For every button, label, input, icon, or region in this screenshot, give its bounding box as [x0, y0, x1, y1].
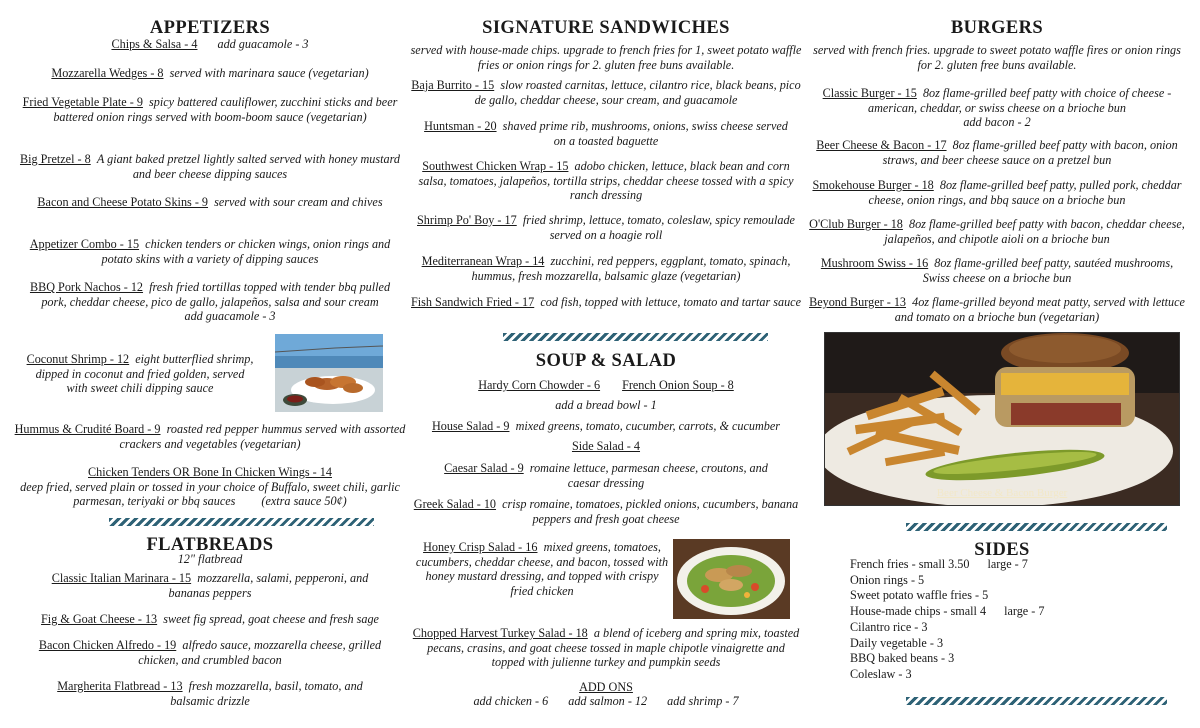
menu-item-mushroom-swiss — [806, 256, 1188, 285]
menu-item-classic-burger — [806, 86, 1188, 130]
side-item: BBQ baked beans - 3 — [850, 651, 955, 666]
onion-soup-name: French Onion Soup - 8 — [622, 378, 734, 392]
sides-heading: SIDES — [974, 540, 1030, 560]
item-desc: sweet fig spread, goat cheese and fresh sage — [163, 612, 379, 626]
sides-list — [850, 557, 1044, 683]
item-desc: served with marinara sauce (vegetarian) — [169, 66, 369, 80]
item-name: Fish Sandwich Fried - 17 — [411, 295, 535, 309]
item-desc: mixed greens, tomatoes, cucumbers, cheddar cheese, and bacon, tossed with honey mustard dressing, and topped with crispy fried chicken — [415, 540, 669, 598]
item-desc: alfredo sauce, mozzarella cheese, grilled chicken, and crumbled bacon — [138, 638, 382, 667]
addon-chicken: add chicken - 6 — [473, 694, 549, 708]
side-item: Cilantro rice - 3 — [850, 619, 928, 634]
item-name: Side Salad - 4 — [571, 439, 641, 453]
menu-item-shrimp-poboy — [410, 213, 802, 242]
item-desc: 8oz flame-grilled beef patty with choice of cheese - american, cheddar, or swiss cheese on a brioche bun — [868, 86, 1172, 115]
item-desc: 4oz flame-grilled beyond meat patty, served with lettuce and tomato on a brioche bun (vegetarian) — [894, 295, 1185, 324]
side-item-chips — [850, 604, 1044, 620]
item-desc: adobo chicken, lettuce, black bean and corn salsa, tomatoes, jalapeños, tortilla strips, cheddar cheese tossed with a spicy ranch dressing — [418, 159, 794, 203]
menu-item-chicken-alfredo — [14, 638, 406, 667]
item-name: O'Club Burger - 18 — [809, 217, 903, 231]
menu-item-mediterranean-wrap — [410, 254, 802, 283]
item-extra: add bacon - 2 — [963, 115, 1031, 130]
burgers-note: served with french fries. upgrade to sweet potato waffle fires or onion rings for 2. gluten free buns available. — [813, 43, 1181, 72]
menu-item-honey-crisp — [414, 540, 670, 598]
menu-item-fish-sandwich — [410, 295, 802, 310]
side-fries-large: large - 7 — [987, 557, 1028, 571]
menu-item-beer-cheese-bacon — [806, 138, 1188, 167]
item-name: Chips & Salsa - 4 — [111, 37, 198, 51]
rope-divider — [109, 518, 374, 526]
item-name: Honey Crisp Salad - 16 — [423, 540, 538, 554]
item-name: Big Pretzel - 8 — [19, 152, 91, 166]
appetizers-column — [14, 0, 406, 728]
appetizers-heading: APPETIZERS — [149, 18, 271, 38]
item-name: Caesar Salad - 9 — [444, 461, 524, 475]
addons-heading: ADD ONS — [579, 680, 633, 694]
menu-item-smokehouse — [806, 178, 1188, 207]
menu-item-chips — [14, 37, 406, 52]
item-desc: mozzarella, salami, pepperoni, and bananas peppers — [168, 571, 369, 600]
item-name: Fig & Goat Cheese - 13 — [41, 612, 158, 626]
item-desc: served with sour cream and chives — [214, 195, 383, 209]
soup-salad-heading: SOUP & SALAD — [535, 351, 677, 371]
item-name: Classic Italian Marinara - 15 — [51, 571, 192, 585]
side-item: Coleslaw - 3 — [850, 666, 912, 681]
item-desc: fresh mozzarella, basil, tomato, and balsamic drizzle — [170, 679, 363, 708]
menu-item-huntsman — [410, 119, 802, 148]
menu-item-harvest-turkey — [410, 626, 802, 670]
item-desc: 8oz flame-grilled beef patty, pulled pork, cheddar cheese, onion rings, and bbq sauce on a brioche bun — [868, 178, 1182, 207]
coconut-shrimp-photo — [275, 334, 383, 412]
addon-shrimp: add shrimp - 7 — [667, 694, 739, 708]
item-desc: romaine lettuce, parmesan cheese, croutons, and caesar dressing — [529, 461, 768, 490]
item-desc: 8oz flame-grilled beef patty, sautéed mushrooms, Swiss cheese on a brioche bun — [922, 256, 1174, 285]
burger-photo — [824, 332, 1180, 506]
item-desc: spicy battered cauliflower, zucchini sticks and beer battered onion rings served with boom-boom sauce (vegetarian) — [53, 95, 398, 124]
item-desc: fresh fried tortillas topped with tender bbq pulled pork, cheddar cheese, pico de gallo, jalapeños, salsa and sour cream — [41, 280, 391, 309]
item-extra: (extra sauce 50¢) — [261, 494, 347, 509]
menu-item-caesar — [410, 461, 802, 490]
rope-divider — [503, 333, 768, 341]
item-desc: mixed greens, tomato, cucumber, carrots, & cucumber — [515, 419, 781, 433]
item-name: Bacon Chicken Alfredo - 19 — [38, 638, 177, 652]
honey-crisp-image — [673, 539, 790, 619]
menu-item-greek — [410, 497, 802, 526]
menu-item-side-salad — [410, 439, 802, 454]
side-fries-small: French fries - small 3.50 — [850, 557, 970, 571]
menu-item-fried-vegetable — [14, 95, 406, 124]
item-name: House Salad - 9 — [431, 419, 510, 433]
menu-item-chicken-tenders — [14, 465, 406, 509]
menu-item-coconut-shrimp — [24, 352, 256, 396]
side-item: Onion rings - 5 — [850, 572, 925, 587]
item-name: Coconut Shrimp - 12 — [26, 352, 130, 366]
flatbreads-subtitle: 12" flatbread — [177, 552, 243, 566]
menu-item-italian-marinara — [14, 571, 406, 600]
menu-item-fig-goat — [14, 612, 406, 627]
item-desc: crisp romaine, tomatoes, pickled onions, cucumbers, banana peppers and fresh goat cheese — [502, 497, 799, 526]
item-name: Mediterranean Wrap - 14 — [421, 254, 545, 268]
item-extra: add guacamole - 3 — [184, 309, 276, 324]
sandwiches-note: served with house-made chips. upgrade to french fries for 1, sweet potato waffle fries or onion rings for 2. gluten free buns available. — [410, 43, 802, 72]
rope-divider — [906, 523, 1167, 531]
item-name: Classic Burger - 15 — [822, 86, 917, 100]
burgers-heading: BURGERS — [950, 18, 1044, 38]
side-chips-small: House-made chips - small 4 — [850, 604, 987, 619]
bread-bowl-addon: add a bread bowl - 1 — [555, 398, 657, 412]
burger-photo-caption: Beer Cheese & Bacon Burger — [936, 487, 1068, 499]
item-name: Hummus & Crudité Board - 9 — [14, 422, 161, 436]
menu-item-southwest-wrap — [410, 159, 802, 203]
item-name: Appetizer Combo - 15 — [29, 237, 140, 251]
menu-item-beyond — [806, 295, 1188, 324]
item-name: Baja Burrito - 15 — [411, 78, 495, 92]
item-name: Chicken Tenders OR Bone In Chicken Wings - 14 — [88, 465, 332, 479]
item-desc: a blend of iceberg and spring mix, toasted pecans, crasins, and goat cheese tossed in maple chipotle vinaigrette and topped with julienne turkey and pumpkin seeds — [427, 626, 800, 670]
menu-item-mozzarella — [14, 66, 406, 81]
item-name: Southwest Chicken Wrap - 15 — [422, 159, 569, 173]
item-desc: fried shrimp, lettuce, tomato, coleslaw, spicy remoulade served on a hoagie roll — [522, 213, 795, 242]
item-desc: zucchini, red peppers, eggplant, tomato, spinach, hummus, fresh mozzarella, balsamic glaze (vegetarian) — [471, 254, 791, 283]
item-name: Smokehouse Burger - 18 — [812, 178, 934, 192]
item-name: Shrimp Po' Boy - 17 — [417, 213, 517, 227]
item-desc: A giant baked pretzel lightly salted served with honey mustard and beer cheese dipping sauces — [96, 152, 401, 181]
addons-row — [410, 694, 802, 709]
side-chips-large: large - 7 — [1004, 604, 1045, 619]
rope-divider — [906, 697, 1167, 705]
menu-item-appetizer-combo — [14, 237, 406, 266]
item-desc: cod fish, topped with lettuce, tomato and tartar sauce — [540, 295, 801, 309]
item-desc: 8oz flame-grilled beef patty with bacon, cheddar cheese, jalapeños, and chipotle aioli on a brioche bun — [884, 217, 1185, 246]
item-extra: add guacamole - 3 — [217, 37, 309, 51]
addons-title — [410, 680, 802, 695]
chowder-name: Hardy Corn Chowder - 6 — [478, 378, 601, 392]
item-name: Beyond Burger - 13 — [809, 295, 907, 309]
menu-item-baja-burrito — [410, 78, 802, 107]
menu-item-bbq-nachos — [14, 280, 406, 324]
item-name: Beer Cheese & Bacon - 17 — [816, 138, 947, 152]
menu-item-house-salad — [410, 419, 802, 434]
menu-item-oclub — [806, 217, 1188, 246]
item-desc: eight butterflied shrimp, dipped in coconut and fried golden, served with sweet chili dipping sauce — [35, 352, 254, 396]
item-desc: chicken tenders or chicken wings, onion rings and potato skins with a variety of dipping sauces — [101, 237, 391, 266]
menu-item-margherita — [14, 679, 406, 708]
item-desc: shaved prime rib, mushrooms, onions, swiss cheese served on a toasted baguette — [502, 119, 788, 148]
sandwiches-column — [410, 0, 802, 728]
menu-item-pretzel — [14, 152, 406, 181]
menu-item-potato-skins — [14, 195, 406, 210]
soup-row — [410, 378, 802, 393]
burgers-column — [806, 0, 1188, 728]
item-name: Huntsman - 20 — [424, 119, 497, 133]
item-name: Greek Salad - 10 — [413, 497, 497, 511]
item-name: Mushroom Swiss - 16 — [820, 256, 929, 270]
side-item: Daily vegetable - 3 — [850, 635, 944, 650]
item-name: Margherita Flatbread - 13 — [57, 679, 183, 693]
item-name: Fried Vegetable Plate - 9 — [22, 95, 143, 109]
flatbreads-heading: FLATBREADS — [146, 535, 274, 555]
item-desc: slow roasted carnitas, lettuce, cilantro rice, black beans, pico de gallo, cheddar cheese, sour cream, and guacamole — [474, 78, 801, 107]
sandwiches-heading: SIGNATURE SANDWICHES — [482, 18, 730, 38]
honey-crisp-photo — [673, 539, 790, 619]
addon-salmon: add salmon - 12 — [568, 694, 648, 708]
coconut-shrimp-image — [275, 334, 383, 412]
item-desc: deep fried, served plain or tossed in your choice of Buffalo, sweet chili, garlic parmesan, teriyaki or bbq sauces — [20, 479, 400, 509]
side-item-fries — [850, 557, 1044, 573]
menu-item-hummus — [14, 422, 406, 451]
item-name: BBQ Pork Nachos - 12 — [29, 280, 144, 294]
side-item: Sweet potato waffle fries - 5 — [850, 588, 989, 603]
burger-image — [825, 333, 1179, 505]
item-name: Bacon and Cheese Potato Skins - 9 — [37, 195, 209, 209]
item-name: Mozzarella Wedges - 8 — [51, 66, 164, 80]
item-name: Chopped Harvest Turkey Salad - 18 — [412, 626, 588, 640]
item-desc: roasted red pepper hummus served with assorted crackers and vegetables (vegetarian) — [119, 422, 406, 451]
item-desc: 8oz flame-grilled beef patty with bacon, onion straws, and beer cheese sauce on a pretzel bun — [882, 138, 1178, 167]
